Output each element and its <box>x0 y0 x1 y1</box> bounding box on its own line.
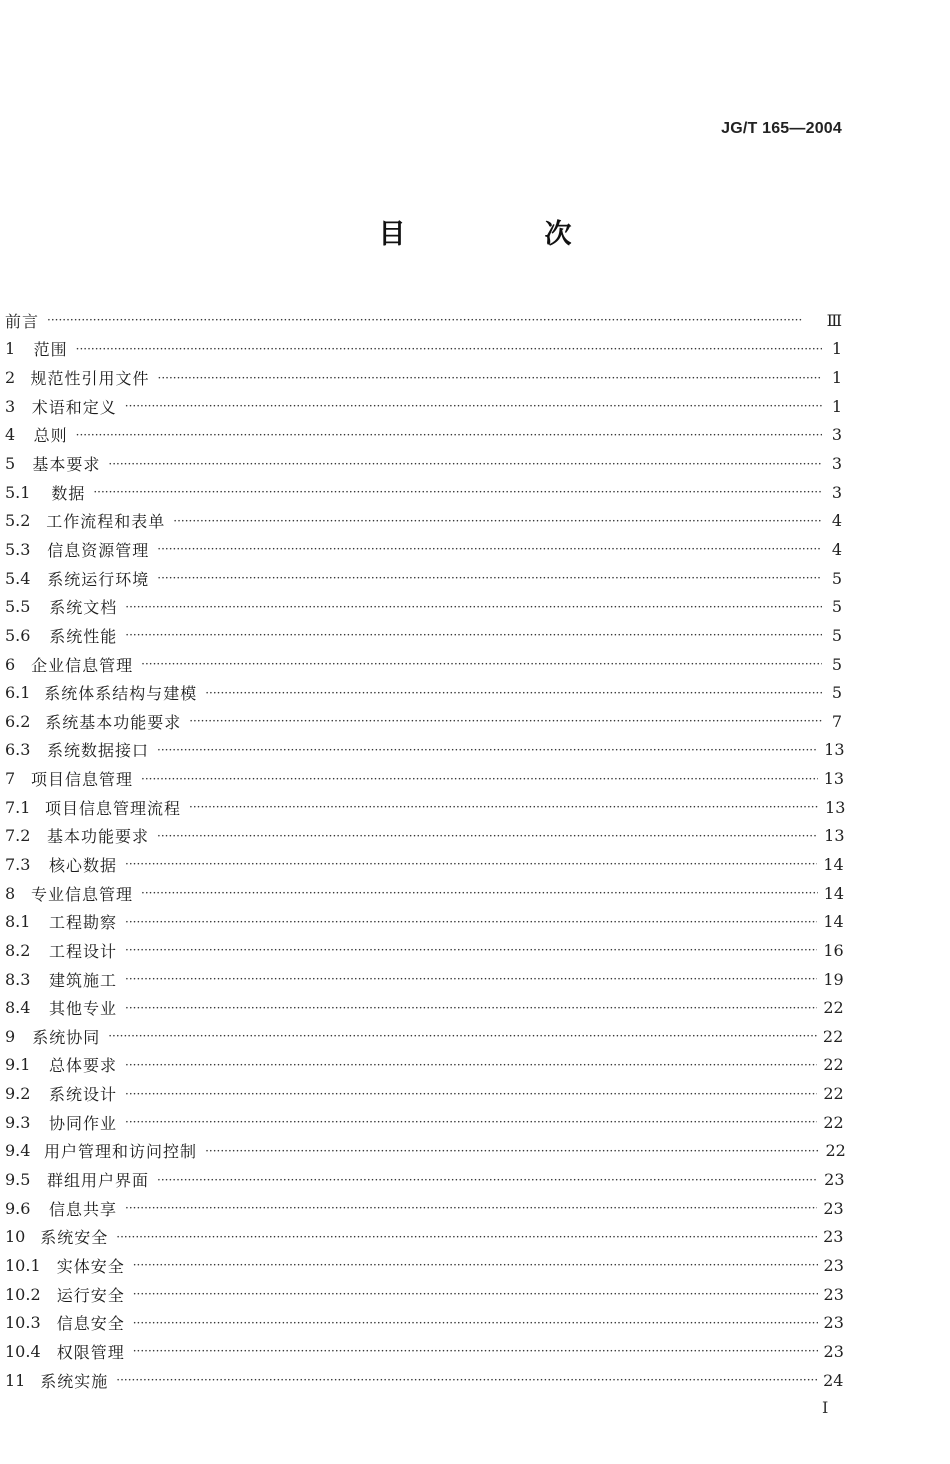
toc-entry-page: 3 <box>831 454 842 474</box>
toc-entry-page: 22 <box>823 1112 844 1132</box>
toc-entry-title: 其他专业 <box>49 999 118 1019</box>
toc-entry-page: 24 <box>823 1370 844 1390</box>
page-number: I <box>822 1398 829 1417</box>
toc-entry[interactable] <box>5 621 842 650</box>
toc-entry[interactable] <box>5 793 846 822</box>
toc-leader-dots <box>189 713 822 729</box>
toc-entry-title: 运行安全 <box>56 1285 125 1305</box>
toc-entry-page: 23 <box>823 1255 844 1275</box>
toc-leader-dots <box>157 1172 818 1188</box>
toc-entry[interactable] <box>5 592 842 621</box>
toc-entry-title: 系统运行环境 <box>47 569 150 589</box>
toc-entry-title: 项目信息管理流程 <box>45 798 182 818</box>
toc-leader-dots <box>205 1143 819 1159</box>
toc-entry-title: 项目信息管理 <box>30 770 133 790</box>
toc-entry-page: 13 <box>825 797 846 817</box>
toc-leader-dots <box>125 1086 817 1102</box>
toc-entry[interactable] <box>5 850 842 879</box>
toc-entry-number: 10 <box>5 1227 26 1247</box>
toc-leader-dots <box>189 799 819 815</box>
toc-entry-number: 5.5 <box>5 597 31 617</box>
toc-entry[interactable] <box>5 707 842 736</box>
toc-entry-page: 23 <box>823 1341 844 1361</box>
toc-entry-title: 系统基本功能要求 <box>45 712 182 732</box>
toc-entry-page: 16 <box>823 940 844 960</box>
toc-leader-dots <box>125 1000 817 1016</box>
toc-leader-dots <box>125 627 822 643</box>
toc-entry[interactable] <box>5 478 842 507</box>
toc-entry-number: 8.1 <box>5 912 31 932</box>
toc-entry-title: 术语和定义 <box>31 397 117 417</box>
toc-leader-dots <box>133 1257 818 1273</box>
toc-leader-dots <box>76 341 822 357</box>
toc-entry-number: 6.1 <box>5 683 31 703</box>
toc-entry-title: 系统文档 <box>49 598 118 618</box>
toc-entry-title: 数据 <box>51 483 86 503</box>
toc-entry[interactable] <box>5 736 845 765</box>
toc-entry[interactable] <box>5 1165 845 1194</box>
toc-entry-number: 10.2 <box>5 1284 41 1304</box>
toc-entry[interactable] <box>5 1079 842 1108</box>
toc-leader-dots <box>157 570 822 586</box>
toc-entry-page: 1 <box>831 396 842 416</box>
toc-entry[interactable] <box>5 363 842 392</box>
toc-entry[interactable] <box>5 879 845 908</box>
toc-entry-page: 5 <box>831 568 842 588</box>
toc-entry-title: 工程设计 <box>49 941 118 961</box>
toc-entry[interactable] <box>5 936 842 965</box>
toc-entry-title: 企业信息管理 <box>31 655 134 675</box>
toc-entry[interactable] <box>5 1108 842 1137</box>
toc-leader-dots <box>125 1114 817 1130</box>
toc-leader-dots <box>116 1229 817 1245</box>
toc-entry[interactable] <box>5 764 845 793</box>
toc-leader-dots <box>125 942 817 958</box>
toc-entry-title: 系统性能 <box>49 626 118 646</box>
toc-entry-title: 权限管理 <box>56 1342 125 1362</box>
toc-entry-number: 9.3 <box>5 1112 31 1132</box>
standard-code: JG/T 165—2004 <box>721 120 842 137</box>
toc-leader-dots <box>108 456 822 472</box>
toc-entry-page: 23 <box>823 1284 844 1304</box>
toc-entry-number: 9.1 <box>5 1055 31 1075</box>
toc-leader-dots <box>125 599 822 615</box>
toc-entry-title: 信息资源管理 <box>47 540 150 560</box>
toc-entry-page: 23 <box>823 1227 844 1247</box>
toc-leader-dots <box>141 771 818 787</box>
toc-entry[interactable] <box>5 306 842 335</box>
toc-leader-dots <box>125 398 822 414</box>
toc-entry-number: 7 <box>5 769 16 789</box>
toc-entry[interactable] <box>5 1251 842 1280</box>
toc-leader-dots <box>141 656 822 672</box>
toc-entry[interactable] <box>5 392 842 421</box>
toc-entry-number: 7.3 <box>5 854 31 874</box>
toc-entry-page: 1 <box>831 339 842 359</box>
toc-entry-number: 9 <box>5 1026 16 1046</box>
toc-entry-page: 1 <box>831 368 842 388</box>
toc-entry-number: 1 <box>5 339 16 359</box>
toc-entry-title: 群组用户界面 <box>47 1171 150 1191</box>
toc-leader-dots <box>125 971 817 987</box>
toc-leader-dots <box>116 1372 817 1388</box>
toc-entry-number: 8 <box>5 883 16 903</box>
toc-entry[interactable] <box>5 1308 842 1337</box>
toc-entry-page: 5 <box>831 597 842 617</box>
toc-leader-dots <box>133 1315 818 1331</box>
toc-entry-page: 13 <box>824 740 845 760</box>
toc-entry[interactable] <box>5 1337 842 1366</box>
toc-entry-title: 前言 <box>5 311 40 331</box>
toc-entry[interactable] <box>5 1223 842 1252</box>
toc-leader-dots <box>141 885 818 901</box>
toc-entry[interactable] <box>5 822 845 851</box>
toc-entry-title: 系统设计 <box>49 1085 118 1105</box>
toc-entry[interactable] <box>5 421 842 450</box>
toc-list <box>5 306 846 1394</box>
toc-leader-dots <box>47 312 821 328</box>
toc-entry-number: 5.1 <box>5 482 31 502</box>
toc-leader-dots <box>125 914 817 930</box>
toc-entry-number: 2 <box>5 368 16 388</box>
toc-leader-dots <box>125 1057 817 1073</box>
toc-entry-number: 4 <box>5 425 16 445</box>
toc-entry[interactable] <box>5 335 842 364</box>
toc-leader-dots <box>158 370 822 386</box>
toc-entry[interactable] <box>5 1022 842 1051</box>
toc-entry-page: 3 <box>831 425 842 445</box>
toc-entry[interactable] <box>5 1366 842 1395</box>
toc-entry[interactable] <box>5 678 842 707</box>
toc-entry-number: 6.2 <box>5 711 31 731</box>
toc-entry-number: 9.6 <box>5 1198 31 1218</box>
toc-entry-title: 工作流程和表单 <box>46 512 166 532</box>
toc-entry-number: 10.4 <box>5 1341 41 1361</box>
toc-entry-title: 协同作业 <box>49 1113 118 1133</box>
toc-leader-dots <box>205 685 822 701</box>
toc-entry-title: 信息安全 <box>56 1314 125 1334</box>
toc-entry-page: 22 <box>823 1055 844 1075</box>
toc-entry[interactable] <box>5 564 842 593</box>
toc-entry[interactable] <box>5 1051 842 1080</box>
toc-entry-page: 5 <box>831 654 842 674</box>
toc-entry-page: 23 <box>823 1313 844 1333</box>
toc-entry-page: 7 <box>831 711 842 731</box>
toc-entry-title: 总体要求 <box>49 1056 118 1076</box>
toc-entry[interactable] <box>5 1137 846 1166</box>
toc-entry-page: 14 <box>823 854 844 874</box>
toc-entry-page: 23 <box>824 1170 845 1190</box>
toc-entry[interactable] <box>5 1280 842 1309</box>
toc-leader-dots <box>173 513 822 529</box>
toc-entry-title: 系统安全 <box>40 1228 109 1248</box>
toc-leader-dots <box>157 742 818 758</box>
toc-entry-page: 23 <box>823 1198 844 1218</box>
toc-entry-page: 22 <box>823 998 844 1018</box>
toc-entry-page: 5 <box>831 683 842 703</box>
toc-entry-title: 基本要求 <box>32 455 101 475</box>
toc-entry-title: 系统体系结构与建模 <box>44 684 198 704</box>
toc-entry-title: 系统实施 <box>40 1371 109 1391</box>
toc-entry-page: 13 <box>824 826 845 846</box>
toc-leader-dots <box>157 828 818 844</box>
toc-entry-number: 7.2 <box>5 826 31 846</box>
toc-entry-title: 规范性引用文件 <box>30 369 150 389</box>
toc-leader-dots <box>125 1200 817 1216</box>
toc-entry-title: 基本功能要求 <box>47 827 150 847</box>
toc-entry-number: 8.4 <box>5 998 31 1018</box>
toc-leader-dots <box>157 541 822 557</box>
toc-entry-number: 11 <box>5 1370 26 1390</box>
toc-leader-dots <box>93 484 822 500</box>
toc-entry-page: 4 <box>831 539 842 559</box>
toc-entry-page: 22 <box>822 1026 844 1046</box>
toc-entry-number: 9.4 <box>5 1141 31 1161</box>
toc-entry-number: 5.3 <box>5 539 31 559</box>
toc-entry-number: 7.1 <box>5 797 31 817</box>
toc-title: 目 次 <box>378 219 628 250</box>
toc-entry-number: 6.3 <box>5 740 31 760</box>
toc-entry-page: 13 <box>823 769 845 789</box>
toc-entry-title: 信息共享 <box>49 1199 118 1219</box>
toc-entry-title: 范围 <box>33 340 68 360</box>
toc-entry[interactable] <box>5 535 842 564</box>
toc-entry-page: 5 <box>831 625 842 645</box>
toc-entry-title: 系统协同 <box>32 1027 101 1047</box>
toc-entry-title: 专业信息管理 <box>30 884 133 904</box>
toc-entry[interactable] <box>5 1194 842 1223</box>
toc-entry-page: 22 <box>825 1141 846 1161</box>
toc-entry-title: 工程勘察 <box>49 913 118 933</box>
toc-leader-dots <box>76 427 822 443</box>
toc-entry-title: 建筑施工 <box>49 970 118 990</box>
toc-entry-number: 10.3 <box>5 1313 41 1333</box>
toc-entry-title: 用户管理和访问控制 <box>44 1142 198 1162</box>
toc-entry-number: 6 <box>5 654 16 674</box>
toc-leader-dots <box>125 856 817 872</box>
toc-entry-title: 核心数据 <box>49 855 118 875</box>
toc-entry-page: 14 <box>823 883 845 903</box>
toc-entry-page: 3 <box>831 482 842 502</box>
toc-entry-number: 9.2 <box>5 1084 31 1104</box>
toc-entry-number: 5.6 <box>5 625 31 645</box>
toc-entry-number: 9.5 <box>5 1170 31 1190</box>
toc-entry-number: 8.3 <box>5 969 31 989</box>
toc-entry[interactable] <box>5 449 842 478</box>
toc-entry-title: 总则 <box>33 426 68 446</box>
toc-leader-dots <box>133 1286 818 1302</box>
toc-leader-dots <box>108 1028 817 1044</box>
toc-entry-number: 8.2 <box>5 940 31 960</box>
toc-entry-page: Ⅲ <box>826 310 842 330</box>
toc-entry-page: 19 <box>823 969 844 989</box>
toc-entry[interactable] <box>5 907 842 936</box>
toc-leader-dots <box>133 1343 818 1359</box>
toc-entry-page: 4 <box>831 511 842 531</box>
toc-entry-number: 10.1 <box>5 1255 41 1275</box>
toc-entry-page: 22 <box>823 1084 844 1104</box>
toc-entry-title: 实体安全 <box>56 1256 125 1276</box>
toc-entry[interactable] <box>5 965 842 994</box>
toc-entry[interactable] <box>5 650 842 679</box>
toc-entry[interactable] <box>5 993 842 1022</box>
toc-entry-page: 14 <box>823 912 844 932</box>
toc-entry-number: 5 <box>5 454 16 474</box>
toc-entry-title: 系统数据接口 <box>47 741 150 761</box>
toc-entry[interactable] <box>5 506 842 535</box>
toc-entry-number: 3 <box>5 396 16 416</box>
toc-entry-number: 5.2 <box>5 511 31 531</box>
toc-entry-number: 5.4 <box>5 568 31 588</box>
